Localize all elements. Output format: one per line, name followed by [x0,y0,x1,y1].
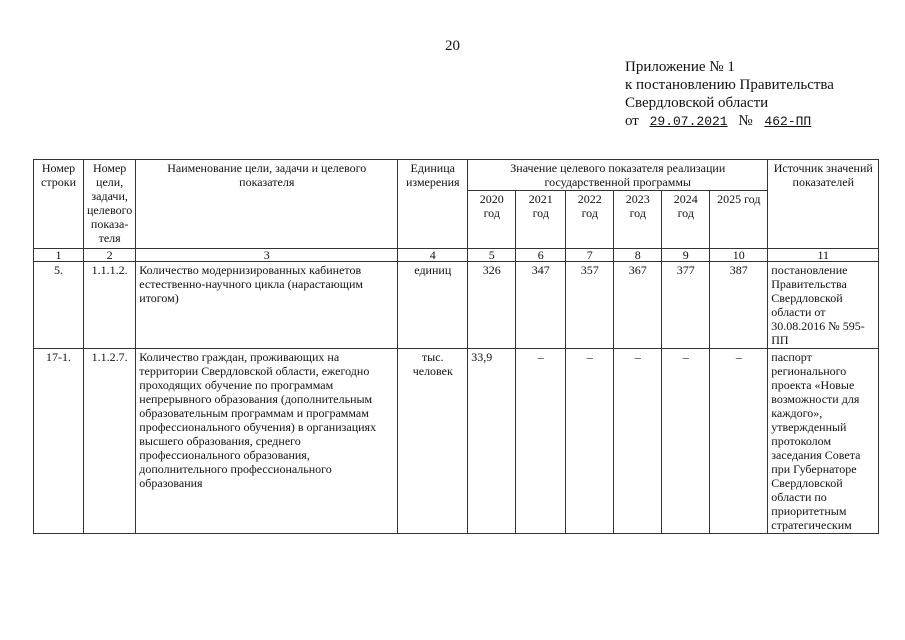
goal-number: 1.1.2.7. [84,349,136,534]
column-number: 2 [84,249,136,262]
value-2023: – [614,349,662,534]
number-label: № [738,113,753,129]
value-2021: 347 [516,262,566,349]
column-number: 8 [614,249,662,262]
resolution-number: 462-ПП [764,114,812,129]
header-year: 2022 год [566,191,614,249]
resolution-date: 29.07.2021 [649,114,728,129]
header-row-1 [34,160,879,191]
column-number: 10 [710,249,768,262]
indicators-table [33,159,879,534]
header-year: 2024 год [662,191,710,249]
indicator-name: Количество модернизированных кабинетов естественно-научного цикла (нарастающим итогом) [136,262,398,349]
column-number: 6 [516,249,566,262]
column-number: 7 [566,249,614,262]
header-row-number: Номер строки [34,160,84,249]
row-number: 5. [34,262,84,349]
column-number: 4 [398,249,468,262]
column-number: 5 [468,249,516,262]
column-number: 3 [136,249,398,262]
column-number: 11 [768,249,879,262]
appendix-region: Свердловской области [625,95,769,111]
column-number: 9 [662,249,710,262]
header-unit: Единица измерения [398,160,468,249]
appendix-resolution: к постановлению Правительства [625,77,834,93]
header-year: 2021 год [516,191,566,249]
value-2025: 387 [710,262,768,349]
value-2022: – [566,349,614,534]
header-year: 2020 год [468,191,516,249]
appendix-heading [625,58,895,131]
indicator-name: Количество граждан, проживающих на территории Свердловской области, ежегодно проходящих обучение по программам непрерывного образования (дополнительным образовательным программам и программам профессионального обучения) в организациях высшего образования, среднего профессионального образования, дополнительного профессионального образования [136,349,398,534]
column-numbers-row [34,249,879,262]
header-year: 2025 год [710,191,768,249]
value-2022: 357 [566,262,614,349]
header-source: Источник значений показателей [768,160,879,249]
value-2020: 33,9 [468,349,516,534]
value-2025: – [710,349,768,534]
header-value-group: Значение целевого показателя реализации государственной программы [468,160,768,191]
page-number: 20 [445,38,460,54]
table-row [34,262,879,349]
value-2024: 377 [662,262,710,349]
from-label: от [625,113,639,129]
value-2023: 367 [614,262,662,349]
value-2024: – [662,349,710,534]
appendix-date-line [625,112,895,131]
column-number: 1 [34,249,84,262]
value-2020: 326 [468,262,516,349]
goal-number: 1.1.1.2. [84,262,136,349]
header-name: Наименование цели, задачи и целевого показателя [136,160,398,249]
row-number: 17-1. [34,349,84,534]
source: паспорт регионального проекта «Новые возможности для каждого», утвержденный протоколом заседания Совета при Губернаторе Свердловской области по приоритетным стратегическим [768,349,879,534]
unit: единиц [398,262,468,349]
unit: тыс. человек [398,349,468,534]
appendix-title: Приложение № 1 [625,59,735,75]
value-2021: – [516,349,566,534]
header-goal-number: Номер цели, задачи, целевого показа-теля [84,160,136,249]
source: постановление Правительства Свердловской области от 30.08.2016 № 595-ПП [768,262,879,349]
table-row [34,349,879,534]
header-year: 2023 год [614,191,662,249]
